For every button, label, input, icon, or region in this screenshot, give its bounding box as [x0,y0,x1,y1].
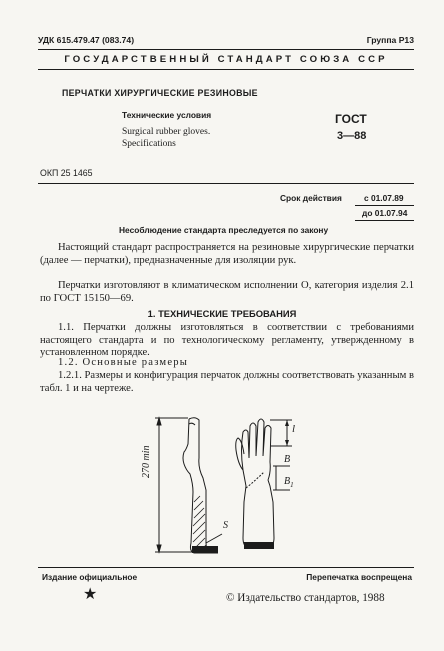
group-code: Группа Р13 [366,35,414,45]
english-title-line1: Surgical rubber gloves. [122,127,211,137]
header-rule-top [38,49,414,50]
star-icon: ★ [83,586,98,603]
paragraph-1-2-1: 1.2.1. Размеры и конфигурация перчаток должны соответствовать указанным в табл. 1 и на чертеже. [40,370,414,394]
validity-from: с 01.07.89 [364,193,404,203]
intro-paragraph-2: Перчатки изготовляют в климатическом исполнении О, категория изделия 2.1 по ГОСТ 15150—69. [40,280,414,304]
official-edition: Издание официальное [42,572,138,582]
okp-code: ОКП 25 1465 [40,168,93,178]
paragraph-1-2: 1.2. Основные размеры [58,357,189,368]
glove-drawing [140,410,340,565]
paragraph-1-1: 1.1. Перчатки должны изготовляться в соответствии с требованиями настоящего стандарта и по технологическому регламенту, утвержденному в установленном порядке. [40,322,414,359]
gost-number: 3—88 [337,130,367,142]
udk-code: УДК 615.479.47 (083.74) [38,35,135,45]
copyright-line: © Издательство стандартов, 1988 [226,592,385,604]
section-heading: 1. ТЕХНИЧЕСКИЕ ТРЕБОВАНИЯ [147,308,297,319]
footer-rule [38,567,414,568]
document-title: ПЕРЧАТКИ ХИРУРГИЧЕСКИЕ РЕЗИНОВЫЕ [62,88,258,98]
intro-paragraph-1: Настоящий стандарт распространяется на резиновые хирургические перчатки (далее — перчатки), предназначенные для изоляции рук. [40,242,414,266]
thickness-s-label: S [223,520,228,531]
validity-to: до 01.07.94 [362,208,408,218]
title-block-rule [38,183,414,184]
english-title-line2: Specifications [122,139,176,149]
glove-profile-inner [183,419,218,553]
validity-rule-bottom [355,220,414,221]
wall-section-hatch [193,496,206,551]
width-b1-label: $B_1$ [284,476,294,489]
glove-front-fingers [242,419,272,480]
gost-label: ГОСТ [335,112,367,126]
finger-length-label: l [292,423,296,435]
standard-banner: ГОСУДАРСТВЕННЫЙ СТАНДАРТ СОЮЗА ССР [64,54,388,65]
width-b-label: B [284,454,291,465]
header-rule-bottom [38,69,414,70]
document-subtitle: Технические условия [122,110,212,120]
validity-label: Срок действия [280,193,342,203]
length-dimension-label: 270 min [141,445,152,478]
reprint-prohibited: Перепечатка воспрещена [306,572,412,582]
legal-notice: Несоблюдение стандарта преследуется по закону [119,225,329,235]
glove-front-cuff [243,470,274,548]
validity-rule [355,205,414,206]
